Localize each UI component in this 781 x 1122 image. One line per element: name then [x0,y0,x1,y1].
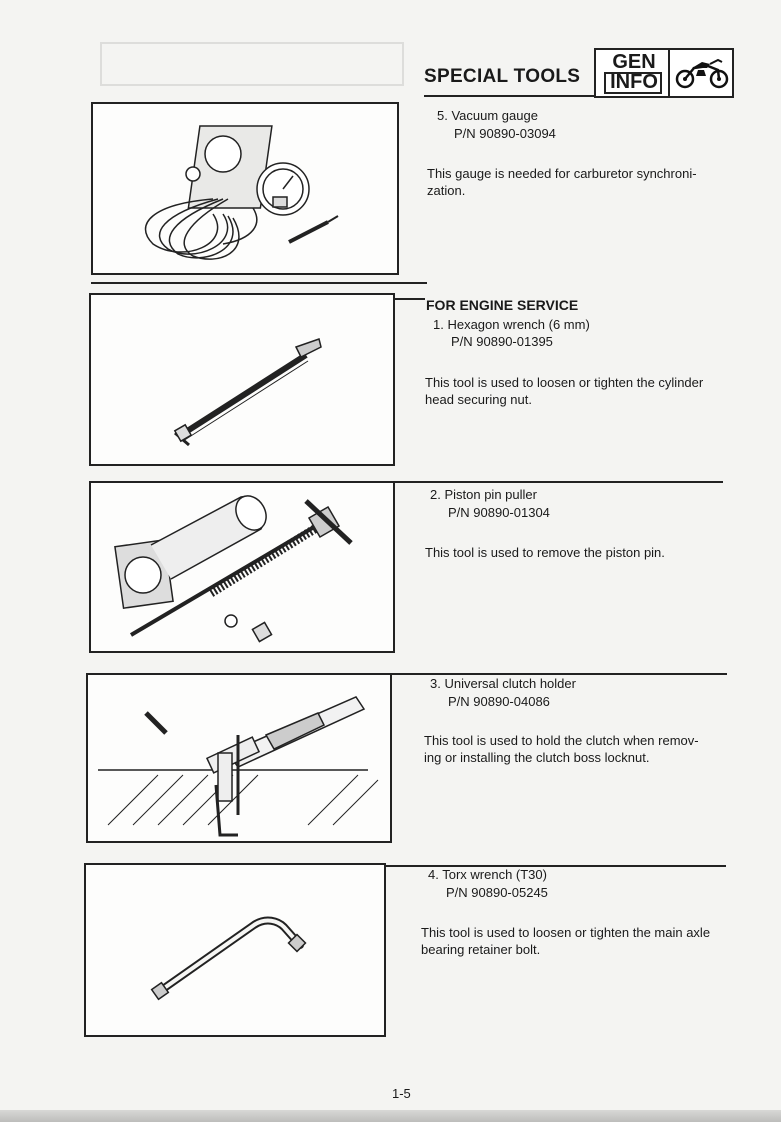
badge-line-info: INFO [610,71,658,93]
tool-title: 4. Torx wrench (T30) [428,867,547,882]
piston-pin-puller-illustration [89,481,395,653]
tool-description: This tool is used to remove the piston pin. [425,545,665,560]
motorcycle-icon [674,56,730,90]
tool-description: This tool is used to loosen or tighten the main axle bearing retainer bolt. [421,925,711,957]
page-number: 1-5 [392,1086,411,1101]
part-number: P/N 90890-01395 [451,334,553,349]
bleed-through-shadow [100,42,404,86]
badge-text [604,52,664,94]
hexagon-wrench-drawing [91,295,393,464]
hexagon-wrench-illustration [89,293,395,466]
scan-edge [0,1110,781,1122]
row-rule [395,298,425,300]
tool-title: 1. Hexagon wrench (6 mm) [433,317,590,332]
clutch-holder-drawing [88,675,390,841]
tool-title: 3. Universal clutch holder [430,676,576,691]
clutch-holder-illustration [86,673,392,843]
service-heading: FOR ENGINE SERVICE [426,297,579,313]
part-number: P/N 90890-04086 [448,694,550,709]
row-rule [395,481,723,483]
badge-divider [668,50,670,96]
torx-wrench-drawing [86,865,384,1035]
tool-description: This gauge is needed for carburetor synchroni- zation. [427,166,697,198]
tool-description: This tool is used to loosen or tighten the cylinder head securing nut. [425,375,704,407]
section-title: SPECIAL TOOLS [424,66,581,87]
tool-title: 2. Piston pin puller [430,487,537,502]
part-number: P/N 90890-03094 [454,126,556,141]
tool-description: This tool is used to hold the clutch when remov- ing or installing the clutch boss locknut. [424,733,699,765]
vacuum-gauge-illustration [91,102,399,275]
header-rule [424,95,594,97]
piston-pin-puller-drawing [91,483,393,651]
row-rule [91,282,427,284]
vacuum-gauge-drawing [93,104,397,273]
part-number: P/N 90890-05245 [446,885,548,900]
torx-wrench-illustration [84,863,386,1037]
row-rule [392,673,727,675]
tool-title: 5. Vacuum gauge [437,108,538,123]
badge-line-gen: GEN [612,51,656,73]
gen-info-badge [594,48,734,98]
part-number: P/N 90890-01304 [448,505,550,520]
